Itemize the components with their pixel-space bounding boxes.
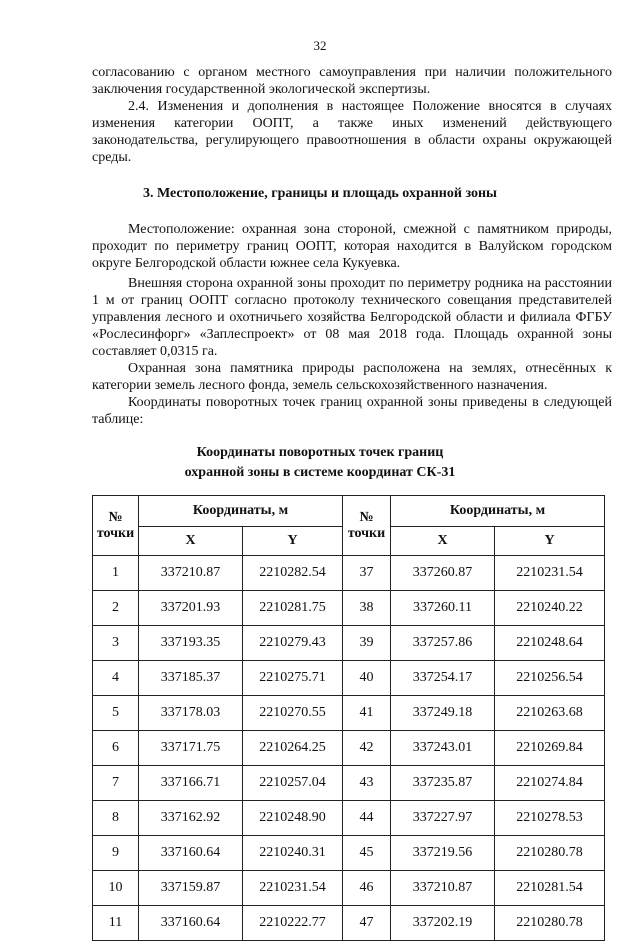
point-number: 42 xyxy=(343,731,391,766)
paragraph-outer-boundary: Внешняя сторона охранной зоны проходит по периметру родника на расстоянии 1 м от границ ООПТ согласно протоколу технического совещания представителей управления лесного и охотничьего хозяйства Белгородской области и филиала ФГБУ «Рослесинфорг» «Заплеспроект» от 08 мая 2018 года. Площадь охранной зоны составляет 0,0315 га. xyxy=(92,276,612,359)
point-number: 3 xyxy=(93,626,139,661)
coord-x: 337219.56 xyxy=(391,836,495,871)
coord-y: 2210269.84 xyxy=(495,731,605,766)
coord-x: 337160.64 xyxy=(139,836,243,871)
coord-y: 2210274.84 xyxy=(495,766,605,801)
coord-y: 2210282.54 xyxy=(243,556,343,591)
point-number: 4 xyxy=(93,661,139,696)
coord-x: 337160.64 xyxy=(139,906,243,941)
coord-y: 2210231.54 xyxy=(495,556,605,591)
coord-y: 2210240.31 xyxy=(243,836,343,871)
coord-x: 337185.37 xyxy=(139,661,243,696)
coord-x: 337210.87 xyxy=(391,871,495,906)
coord-y: 2210280.78 xyxy=(495,906,605,941)
coord-y: 2210263.68 xyxy=(495,696,605,731)
point-number: 47 xyxy=(343,906,391,941)
point-number: 39 xyxy=(343,626,391,661)
table-row xyxy=(93,801,605,836)
table-row xyxy=(93,731,605,766)
header-coordinates-left: Координаты, м xyxy=(139,496,343,527)
table-title-line-2: охранной зоны в системе координат СК-31 xyxy=(184,465,456,480)
coord-y: 2210270.55 xyxy=(243,696,343,731)
coord-y: 2210240.22 xyxy=(495,591,605,626)
point-number: 8 xyxy=(93,801,139,836)
coord-x: 337243.01 xyxy=(391,731,495,766)
coord-y: 2210222.77 xyxy=(243,906,343,941)
point-number: 6 xyxy=(93,731,139,766)
point-number: 5 xyxy=(93,696,139,731)
coord-y: 2210281.75 xyxy=(243,591,343,626)
coord-x: 337227.97 xyxy=(391,801,495,836)
table-row xyxy=(93,906,605,941)
point-number: 37 xyxy=(343,556,391,591)
point-number: 43 xyxy=(343,766,391,801)
header-point-number-right: № точки xyxy=(343,496,391,556)
point-number: 7 xyxy=(93,766,139,801)
header-point-number-left: № точки xyxy=(93,496,139,556)
header-coordinates-right: Координаты, м xyxy=(391,496,605,527)
coord-x: 337257.86 xyxy=(391,626,495,661)
point-number: 2 xyxy=(93,591,139,626)
table-row xyxy=(93,696,605,731)
coord-x: 337249.18 xyxy=(391,696,495,731)
coord-x: 337254.17 xyxy=(391,661,495,696)
coord-y: 2210256.54 xyxy=(495,661,605,696)
coord-x: 337193.35 xyxy=(139,626,243,661)
point-number: 44 xyxy=(343,801,391,836)
paragraph-continuation: согласованию с органом местного самоуправления при наличии положительного заключения государственной экологической экспертизы. xyxy=(92,65,612,97)
coord-y: 2210231.54 xyxy=(243,871,343,906)
page-number: 32 xyxy=(313,38,327,53)
point-number: 1 xyxy=(93,556,139,591)
paragraph-2-4: 2.4. Изменения и дополнения в настоящее Положение вносятся в случаях изменения категории ООПТ, а также иных изменений действующего законодательства, регулирующего правоотношения в области охраны окружающей среды. xyxy=(92,99,612,165)
paragraph-coordinates-intro: Координаты поворотных точек границ охранной зоны приведены в следующей таблице: xyxy=(92,395,612,427)
table-title xyxy=(0,443,640,483)
header-x-right: X xyxy=(391,527,495,556)
table-row xyxy=(93,626,605,661)
table-row xyxy=(93,661,605,696)
coord-y: 2210279.43 xyxy=(243,626,343,661)
point-number: 38 xyxy=(343,591,391,626)
table-row xyxy=(93,766,605,801)
header-x-left: X xyxy=(139,527,243,556)
coord-x: 337260.11 xyxy=(391,591,495,626)
table-row xyxy=(93,556,605,591)
coord-y: 2210281.54 xyxy=(495,871,605,906)
coordinates-table xyxy=(92,495,605,941)
coord-x: 337162.92 xyxy=(139,801,243,836)
paragraph-location: Местоположение: охранная зона стороной, смежной с памятником природы, проходит по периметру границ ООПТ, которая находится в Валуйском городском округе Белгородской области южнее села Кукуевка. xyxy=(92,222,612,271)
paragraph-land-category: Охранная зона памятника природы расположена на землях, отнесённых к категории земель лесного фонда, земель сельскохозяйственного назначения. xyxy=(92,361,612,393)
coord-x: 337260.87 xyxy=(391,556,495,591)
coord-y: 2210278.53 xyxy=(495,801,605,836)
coord-x: 337235.87 xyxy=(391,766,495,801)
coord-x: 337159.87 xyxy=(139,871,243,906)
point-number: 9 xyxy=(93,836,139,871)
coord-x: 337210.87 xyxy=(139,556,243,591)
coord-x: 337166.71 xyxy=(139,766,243,801)
coord-y: 2210248.90 xyxy=(243,801,343,836)
top-text-block xyxy=(92,64,612,166)
point-number: 45 xyxy=(343,836,391,871)
header-y-left: Y xyxy=(243,527,343,556)
table-row xyxy=(93,871,605,906)
section-text-block xyxy=(92,221,612,428)
table-row xyxy=(93,836,605,871)
coord-x: 337202.19 xyxy=(391,906,495,941)
coord-y: 2210248.64 xyxy=(495,626,605,661)
section-heading: 3. Местоположение, границы и площадь охранной зоны xyxy=(143,186,497,201)
coord-y: 2210257.04 xyxy=(243,766,343,801)
coord-y: 2210280.78 xyxy=(495,836,605,871)
coord-y: 2210275.71 xyxy=(243,661,343,696)
point-number: 11 xyxy=(93,906,139,941)
coord-y: 2210264.25 xyxy=(243,731,343,766)
coord-x: 337201.93 xyxy=(139,591,243,626)
header-y-right: Y xyxy=(495,527,605,556)
point-number: 46 xyxy=(343,871,391,906)
point-number: 41 xyxy=(343,696,391,731)
point-number: 40 xyxy=(343,661,391,696)
coord-x: 337178.03 xyxy=(139,696,243,731)
point-number: 10 xyxy=(93,871,139,906)
table-title-line-1: Координаты поворотных точек границ xyxy=(196,445,444,460)
table-row xyxy=(93,591,605,626)
coord-x: 337171.75 xyxy=(139,731,243,766)
